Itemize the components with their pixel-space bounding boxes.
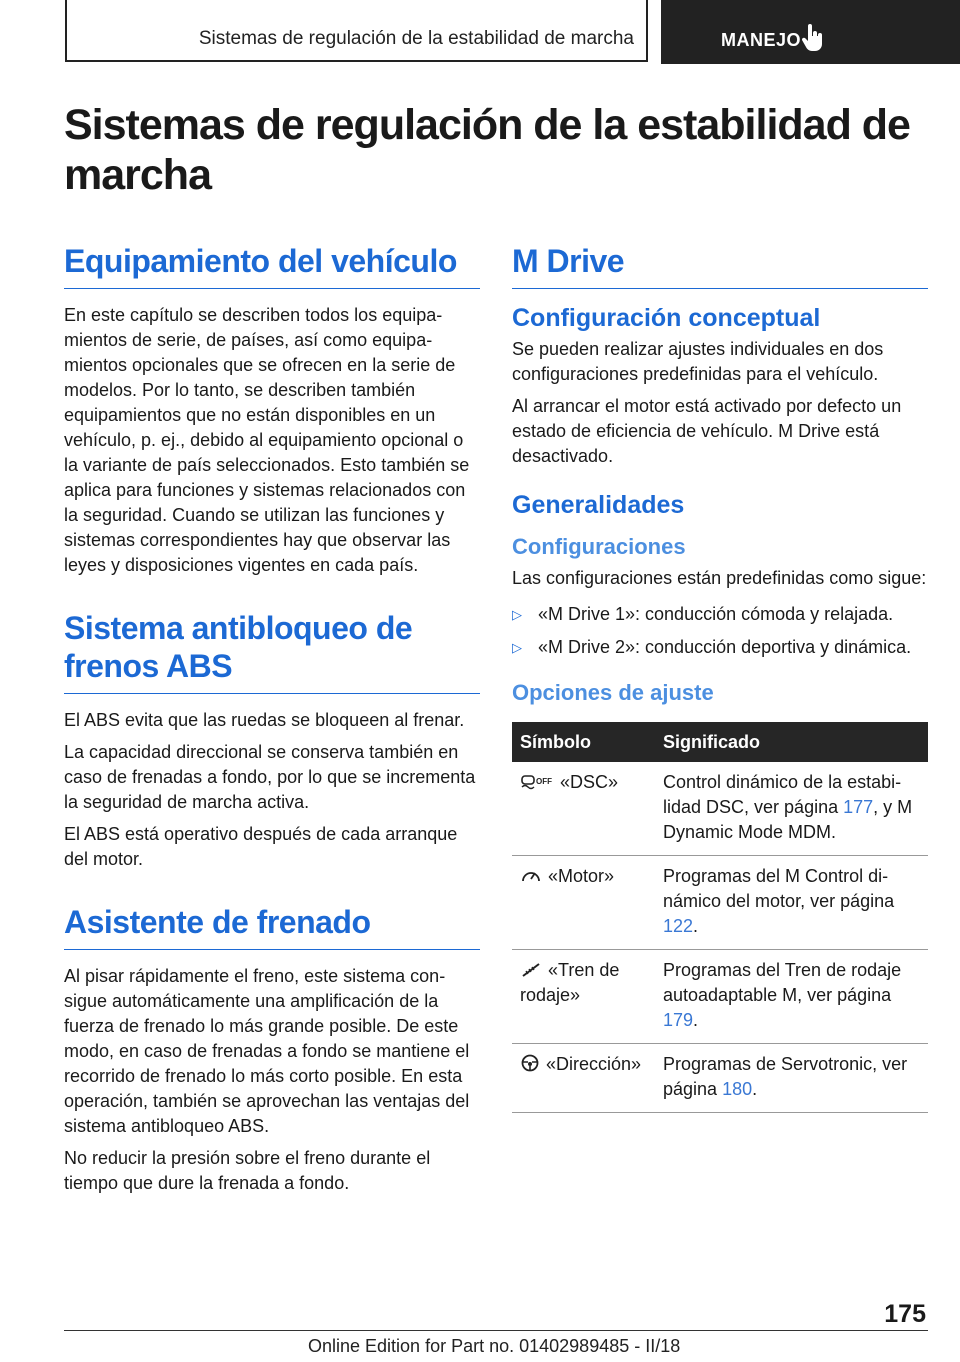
list-item-text: «M Drive 1»: conducción cómoda y relajada. [538,604,894,624]
triangle-bullet-icon: ▷ [512,607,522,622]
page-title: Sistemas de regulación de la estabilidad de marcha [64,101,910,199]
paragraph-concept-2: Al arrancar el motor está activado por defecto un estado de eficiencia de vehículo. M Drive está desactivado. [512,396,902,466]
header-chapter-label: MANEJO [721,30,802,50]
list-item [512,602,928,627]
page-link[interactable]: 177 [843,797,874,817]
paragraph-brake-assist-1: Al pisar rápidamente el freno, este sistema consigue automáticamente una amplificación de la fuerza de frenado lo más grande posible. De este modo, en caso de frenadas a fondo se mantiene el recorrido de frenado lo más corto posible. En esta operación, también se aprovechan las ventajas del sistema antibloqueo ABS. [64,966,470,1136]
paragraph-brake-assist-2: No reducir la presión sobre el freno durante el tiempo que dure la frenada a fondo. [64,1148,431,1193]
table-header-row [512,722,928,762]
symbol-label: «Tren de rodaje» [520,960,620,1005]
paragraph-abs-2: La capacidad direccional se conserva también en caso de frenadas a fondo, por lo que se incrementa la seguridad de marcha activa. [64,742,476,812]
heading-setting-options: Opciones de ajuste [512,680,714,705]
meaning-cell: Programas del M Control dinámico del motor, ver página 122. [655,856,928,950]
symbol-cell [512,1044,655,1113]
paragraph-vehicle-equipment: En este capítulo se describen todos los equipamientos de serie, de países, así como equipamientos opcionales que se ofrecen en la serie de modelos. Por lo tanto, se describen también equipamientos que no están disponibles en un vehículo, p. ej., debido al equipamiento opcional o la variante de país seleccionados. Esto también se aplica para funciones y sistemas relacionados con la seguridad. Cuando se utilizan las funciones y sistemas correspondientes hay que observar las leyes y disposiciones vigentes en cada país. [64,305,470,575]
paragraph-concept-1: Se pueden realizar ajustes individuales en dos configuraciones predefinidas para el vehículo. [512,339,884,384]
page-link[interactable]: 180 [722,1079,753,1099]
symbol-cell [512,856,655,950]
column-header-symbol: Símbolo [512,722,655,762]
list-item [512,635,928,660]
right-column [512,242,928,1113]
page-number: 175 [884,1300,926,1328]
table-row [512,950,928,1044]
pointing-hand-icon [801,24,823,52]
meaning-cell: Programas de Servotronic, ver página 180. [655,1044,928,1113]
page-link[interactable]: 179 [663,1010,694,1030]
heading-general: Generalidades [512,491,685,519]
engine-gauge-icon [520,868,542,884]
shock-absorber-icon [520,962,542,978]
list-item-text: «M Drive 2»: conducción deportiva y dinámica. [538,637,912,657]
heading-configurations: Configuraciones [512,534,686,559]
paragraph-abs-3: El ABS está operativo después de cada arranque del motor. [64,824,458,869]
svg-text:OFF: OFF [536,777,552,786]
heading-vehicle-equipment: Equipamiento del vehículo [64,242,480,289]
steering-wheel-icon [520,1054,540,1072]
table-row [512,1044,928,1113]
triangle-bullet-icon: ▷ [512,640,522,655]
settings-table [512,722,928,1113]
page-link[interactable]: 122 [663,916,694,936]
paragraph-configurations: Las configuraciones están predefinidas como sigue: [512,568,927,588]
left-column [64,242,480,1203]
symbol-cell [512,762,655,856]
footer-edition: Online Edition for Part no. 01402989485 - II/18 [308,1336,681,1356]
table-row [512,762,928,856]
table-row [512,856,928,950]
symbol-label: «DSC» [560,772,619,792]
meaning-cell: Programas del Tren de rodaje autoadaptable M, ver página 179. [655,950,928,1044]
dsc-off-icon [520,774,554,790]
symbol-label: «Dirección» [546,1054,642,1074]
heading-conceptual-config: Configuración conceptual [512,304,821,332]
heading-brake-assist: Asistente de frenado [64,903,480,950]
symbol-label: «Motor» [548,866,615,886]
header-section-box [65,0,648,62]
header-chapter-tab[interactable] [661,0,960,64]
paragraph-abs-1: El ABS evita que las ruedas se bloqueen al frenar. [64,710,465,730]
heading-abs: Sistema antibloqueo de frenos ABS [64,609,480,694]
meaning-cell: Control dinámico de la estabilidad DSC, ver página 177, y M Dynamic Mode MDM. [655,762,928,856]
header-section-title: Sistemas de regulación de la estabilidad de marcha [198,28,634,49]
column-header-meaning: Significado [655,722,928,762]
footer-divider [64,1330,928,1331]
page-header [65,0,960,64]
heading-m-drive: M Drive [512,242,928,289]
symbol-cell [512,950,655,1044]
